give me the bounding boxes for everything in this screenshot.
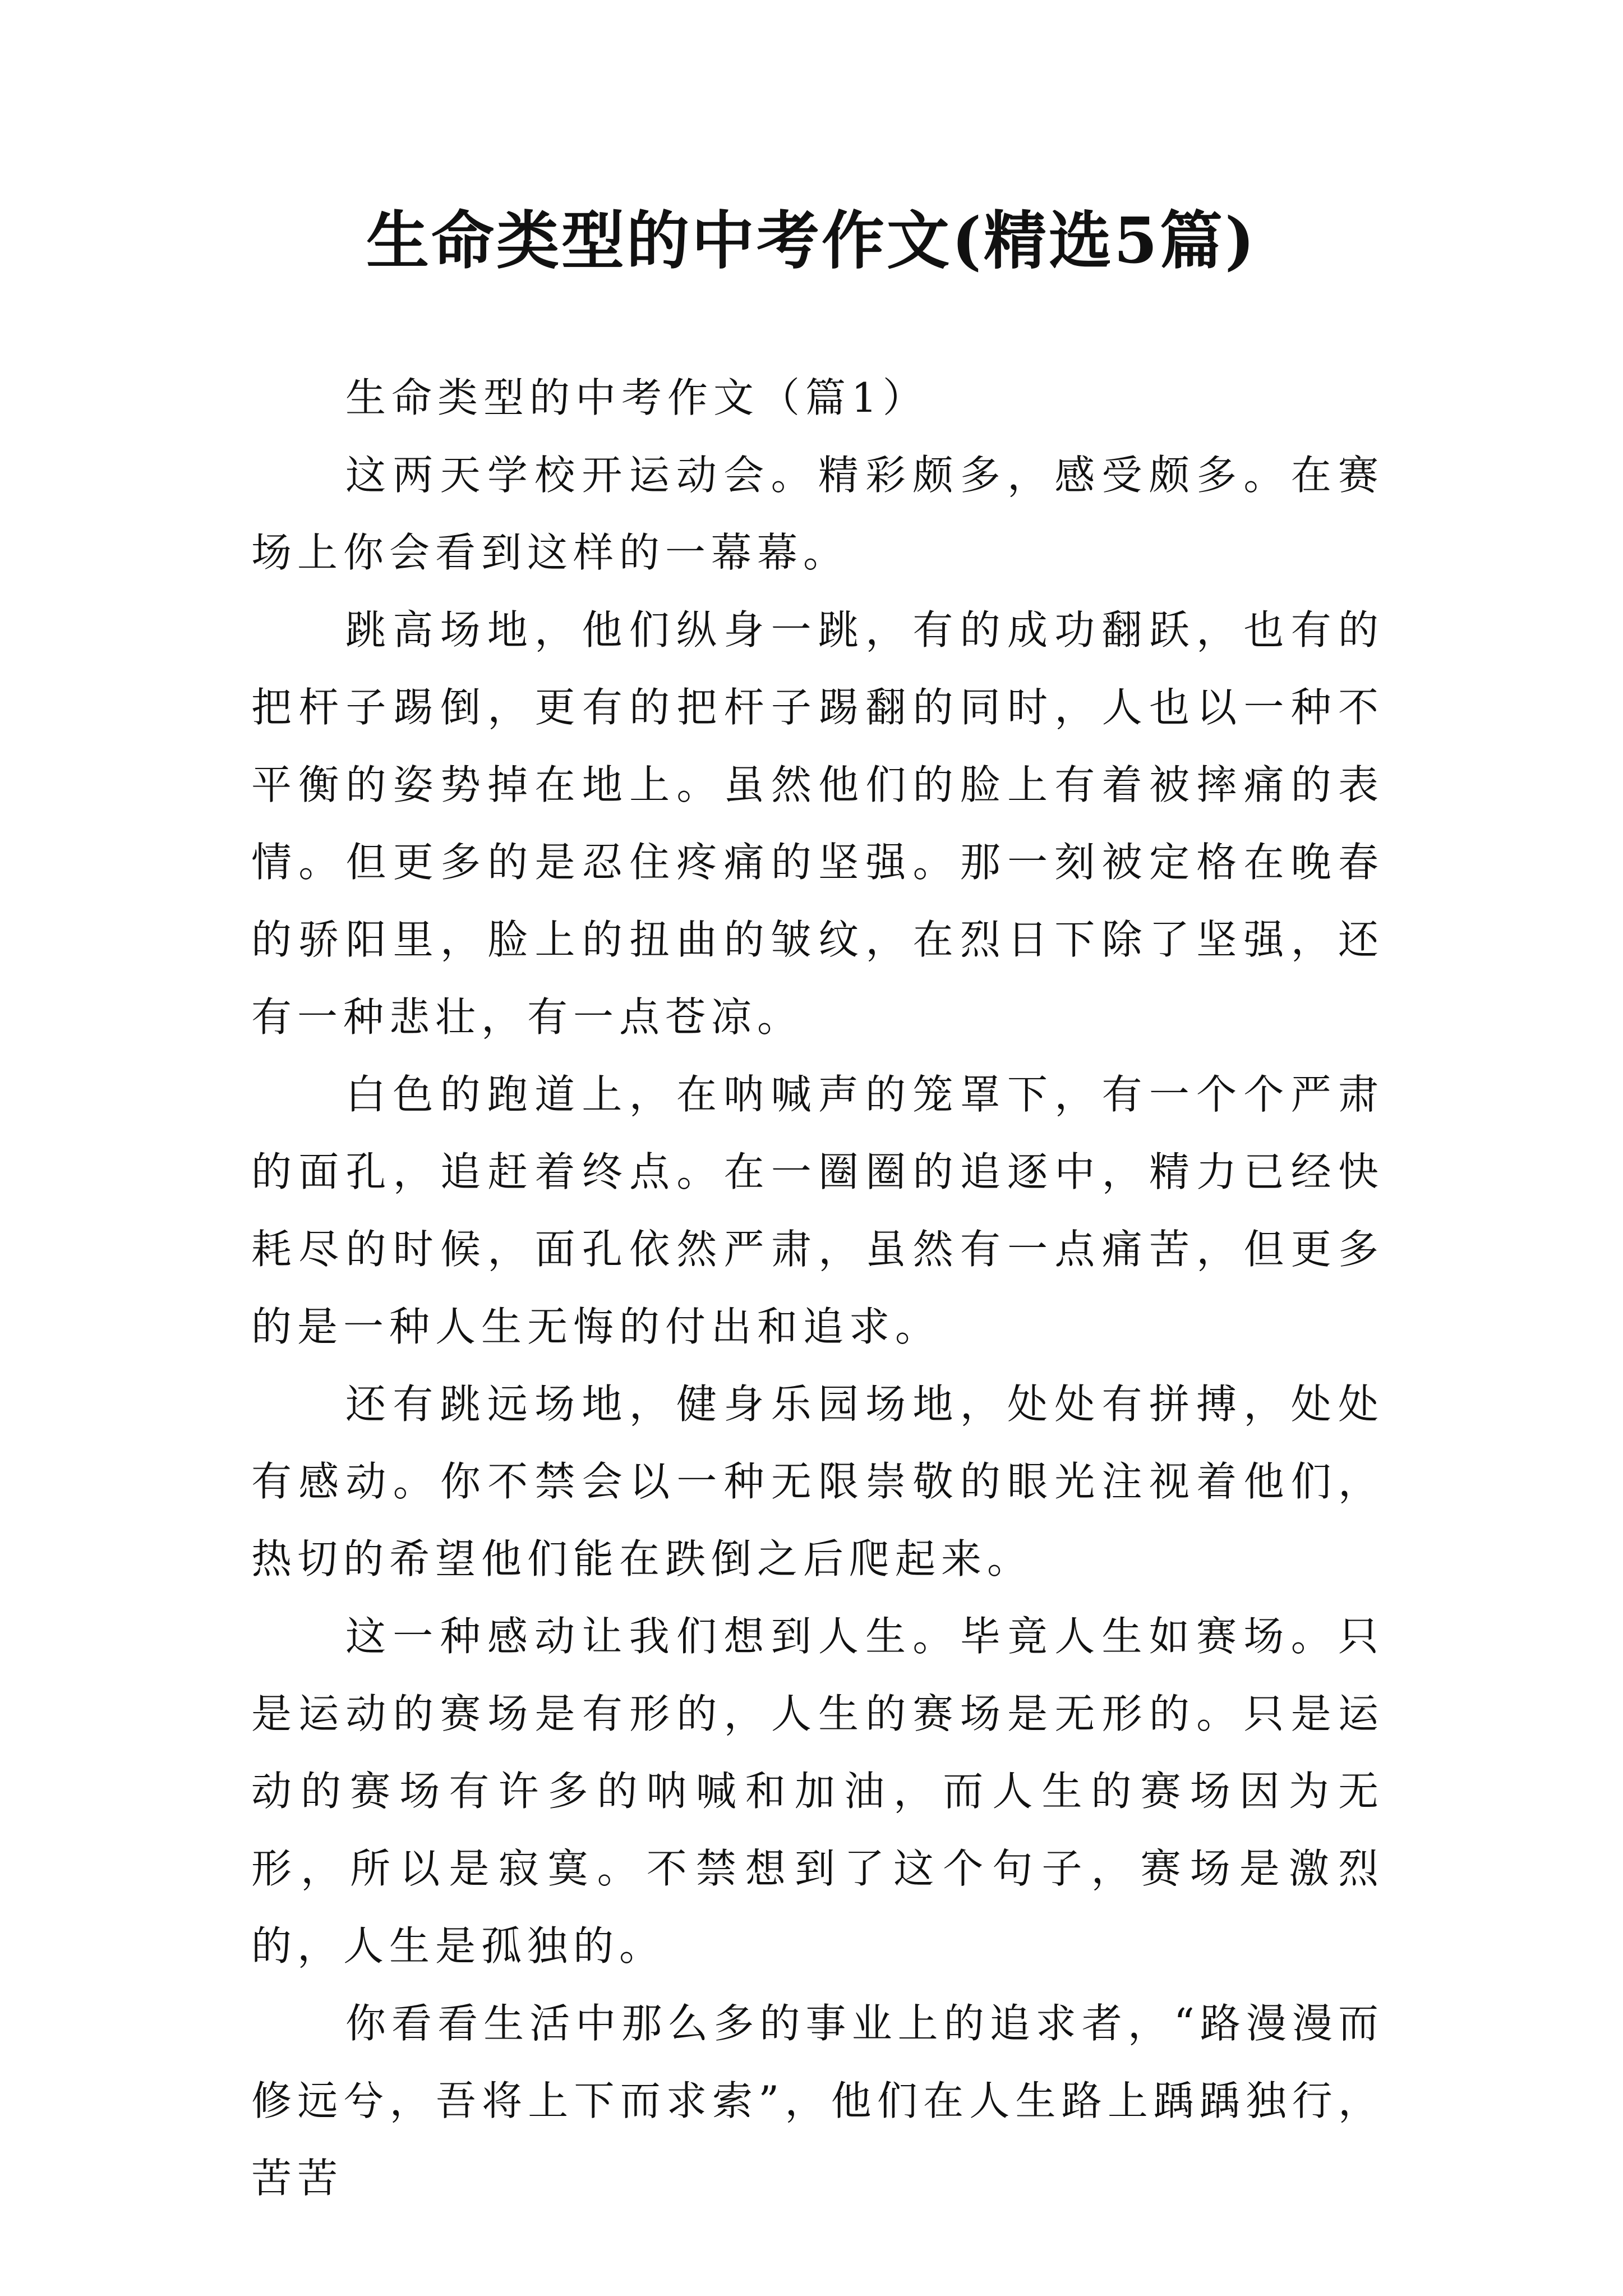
paragraph: 这一种感动让我们想到人生。毕竟人生如赛场。只是运动的赛场是有形的，人生的赛场是无形的。只是运动的赛场有许多的呐喊和加油，而人生的赛场因为无形，所以是寂寞。不禁想到了这个句子，赛场是激烈的，人生是孤独的。 <box>251 1613 1384 1970</box>
paragraph: 白色的跑道上，在呐喊声的笼罩下，有一个个严肃的面孔，追赶着终点。在一圈圈的追逐中，精力已经快耗尽的时候，面孔依然严肃，虽然有一点痛苦，但更多的是一种人生无悔的付出和追求。 <box>251 1071 1384 1350</box>
paragraph: 跳高场地，他们纵身一跳，有的成功翻跃，也有的把杆子踢倒，更有的把杆子踢翻的同时，人也以一种不平衡的姿势掉在地上。虽然他们的脸上有着被摔痛的表情。但更多的是忍住疼痛的坚强。那一刻被定格在晚春的骄阳里，脸上的扭曲的皱纹，在烈日下除了坚强，还有一种悲壮，有一点苍凉。 <box>251 606 1384 1041</box>
paragraph: 还有跳远场地，健身乐园场地，处处有拼搏，处处有感动。你不禁会以一种无限崇敬的眼光注视着他们，热切的希望他们能在跌倒之后爬起来。 <box>251 1381 1384 1582</box>
paragraph: 这两天学校开运动会。精彩颇多，感受颇多。在赛场上你会看到这样的一幕幕。 <box>251 452 1384 576</box>
document-body <box>251 359 1384 2217</box>
document-title: 生命类型的中考作文(精选5篇) <box>366 204 1257 278</box>
paragraph: 你看看生活中那么多的事业上的追求者，“路漫漫而修远兮，吾将上下而求索”，他们在人生路上踽踽独行，苦苦 <box>251 2000 1384 2202</box>
section-heading: 生命类型的中考作文（篇1） <box>345 374 929 421</box>
